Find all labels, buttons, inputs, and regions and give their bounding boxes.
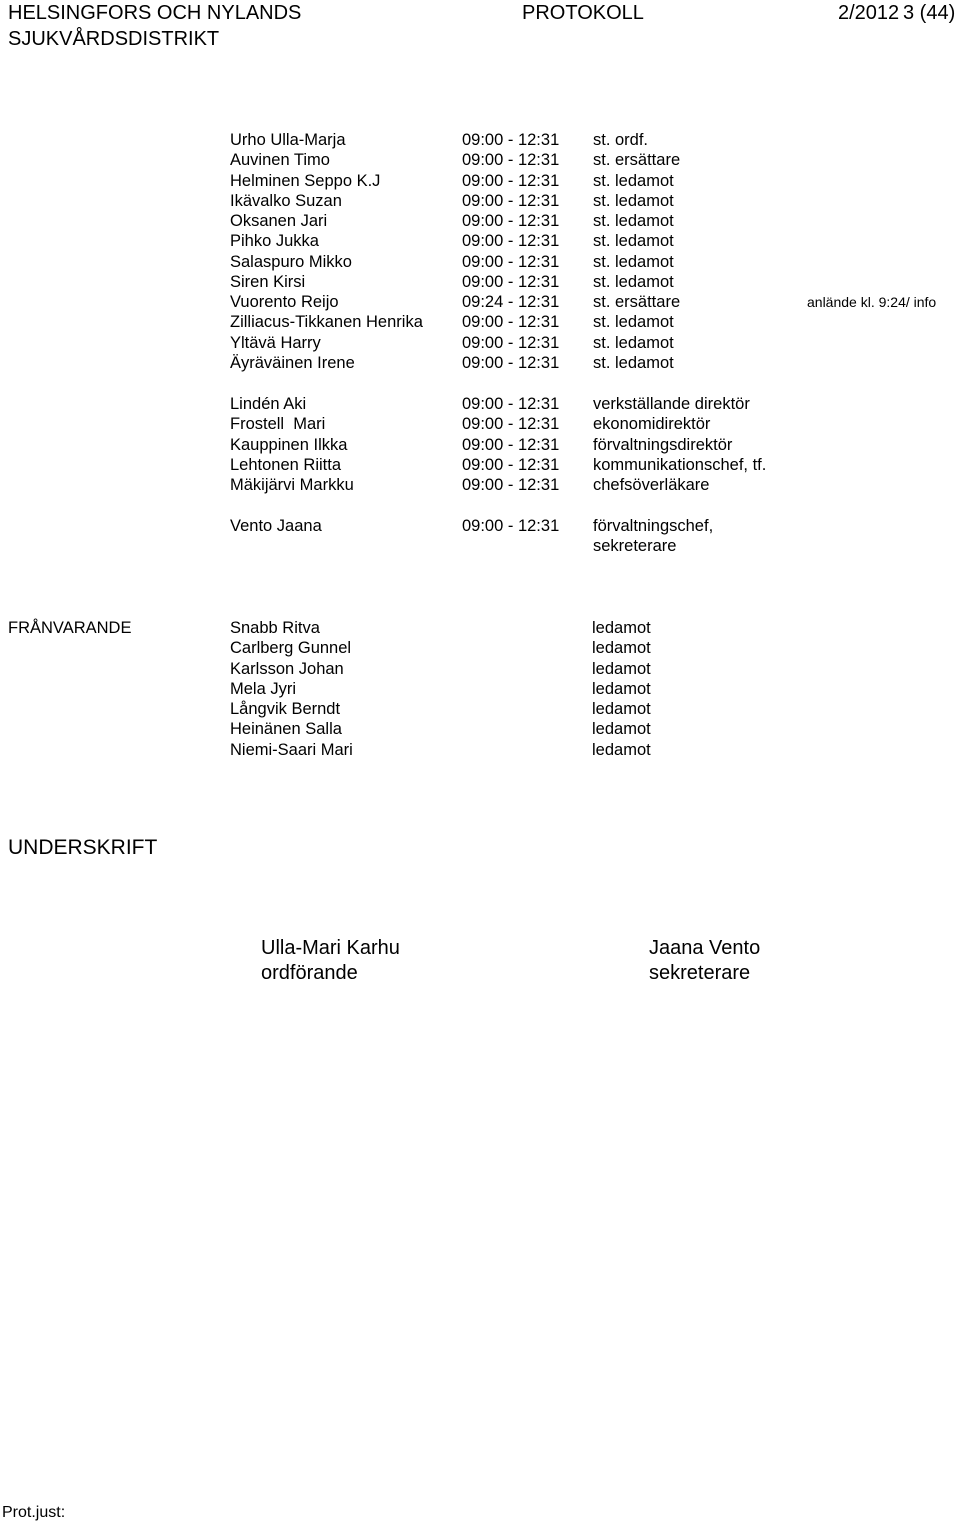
absent-row	[0, 719, 960, 739]
member-time: 09:00 - 12:31	[462, 272, 560, 291]
secretary-name: Vento Jaana	[230, 517, 322, 535]
absent-row	[0, 699, 960, 719]
member-name: Zilliacus-Tikkanen Henrika	[230, 313, 423, 332]
secretary-role-continued: sekreterare	[593, 537, 677, 556]
absent-row	[0, 740, 960, 760]
official-row	[0, 414, 960, 434]
absent-role: ledamot	[592, 700, 651, 718]
member-role: st. ledamot	[593, 272, 674, 291]
member-name: Salaspuro Mikko	[230, 252, 352, 271]
absent-name: Niemi-Saari Mari	[230, 740, 353, 759]
absent-role: ledamot	[592, 659, 651, 678]
official-role: verkställande direktör	[593, 395, 750, 413]
member-time: 09:00 - 12:31	[462, 131, 560, 149]
absent-name: Långvik Berndt	[230, 700, 341, 718]
absent-role: ledamot	[592, 619, 651, 637]
official-time: 09:00 - 12:31	[462, 476, 560, 494]
secretary-role: förvaltningschef,	[593, 517, 714, 535]
members-list	[0, 130, 960, 373]
member-row	[0, 231, 960, 251]
official-name: Lindén Aki	[230, 395, 307, 413]
official-name: Lehtonen Riitta	[230, 455, 341, 474]
official-role: ekonomidirektör	[593, 415, 711, 434]
official-name: Mäkijärvi Markku	[230, 476, 354, 494]
member-role: st. ersättare	[593, 151, 681, 170]
member-role: st. ledamot	[593, 353, 674, 372]
member-name: Siren Kirsi	[230, 272, 306, 291]
absent-role: ledamot	[592, 740, 651, 759]
member-time: 09:00 - 12:31	[462, 232, 560, 251]
absent-heading: FRÅNVARANDE	[8, 619, 132, 637]
secretary-entry	[0, 516, 960, 557]
absent-role: ledamot	[592, 679, 651, 698]
absent-name: Heinänen Salla	[230, 720, 342, 739]
signature-secretary-name: Jaana Vento	[649, 937, 761, 959]
member-row	[0, 130, 960, 150]
absent-name: Snabb Ritva	[230, 619, 320, 637]
secretary-time: 09:00 - 12:31	[462, 517, 560, 535]
signature-chair-name: Ulla-Mari Karhu	[261, 937, 400, 959]
member-role: st. ledamot	[593, 171, 674, 190]
member-name: Äyräväinen Irene	[230, 353, 355, 372]
member-row	[0, 150, 960, 170]
official-row	[0, 435, 960, 455]
official-role: kommunikationschef, tf.	[593, 455, 767, 474]
member-role: st. ledamot	[593, 313, 674, 332]
absent-name: Mela Jyri	[230, 679, 297, 698]
official-time: 09:00 - 12:31	[462, 395, 560, 413]
official-row	[0, 394, 960, 414]
officials-list	[0, 394, 960, 495]
signature-chair	[261, 936, 400, 986]
member-time: 09:00 - 12:31	[462, 191, 560, 210]
member-role: st. ledamot	[593, 191, 674, 210]
organization-name	[8, 0, 301, 52]
official-time: 09:00 - 12:31	[462, 455, 560, 474]
member-role: st. ledamot	[593, 252, 674, 271]
member-row	[0, 252, 960, 272]
secretary-row	[0, 516, 960, 536]
organization-line-1: HELSINGFORS OCH NYLANDS	[8, 2, 302, 24]
member-time: 09:00 - 12:31	[462, 353, 560, 372]
member-role: st. ledamot	[593, 333, 674, 352]
member-time: 09:00 - 12:31	[462, 171, 560, 190]
member-name: Yltävä Harry	[230, 333, 321, 352]
member-row	[0, 292, 960, 312]
member-role: st. ledamot	[593, 232, 674, 251]
protocol-number: 2/2012	[838, 2, 900, 24]
member-name: Ikävalko Suzan	[230, 191, 342, 210]
member-time: 09:00 - 12:31	[462, 151, 560, 170]
absent-role: ledamot	[592, 639, 651, 658]
member-row	[0, 353, 960, 373]
member-row	[0, 191, 960, 211]
member-time: 09:00 - 12:31	[462, 333, 560, 352]
member-name: Vuorento Reijo	[230, 293, 339, 311]
member-note: anlände kl. 9:24/ info	[807, 294, 937, 310]
absent-role: ledamot	[592, 720, 651, 739]
signatures-heading: UNDERSKRIFT	[8, 836, 158, 859]
absent-name: Karlsson Johan	[230, 659, 344, 678]
member-time: 09:00 - 12:31	[462, 252, 560, 271]
member-name: Pihko Jukka	[230, 232, 319, 251]
absent-row	[0, 659, 960, 679]
signature-secretary	[649, 936, 760, 986]
absent-list	[0, 618, 960, 760]
official-row	[0, 455, 960, 475]
member-name: Urho Ulla-Marja	[230, 131, 346, 149]
official-name: Kauppinen Ilkka	[230, 435, 348, 454]
absent-row	[0, 618, 960, 638]
member-row	[0, 333, 960, 353]
page-number: 3 (44)	[903, 2, 956, 24]
protocol-verification-label: Prot.just:	[2, 1504, 66, 1521]
official-time: 09:00 - 12:31	[462, 415, 560, 434]
member-role: st. ordf.	[593, 131, 649, 149]
signature-chair-title: ordförande	[261, 962, 358, 984]
official-role: förvaltningsdirektör	[593, 435, 733, 454]
official-time: 09:00 - 12:31	[462, 435, 560, 454]
member-name: Auvinen Timo	[230, 151, 330, 170]
signature-secretary-title: sekreterare	[649, 962, 751, 984]
member-name: Helminen Seppo K.J	[230, 171, 381, 190]
member-name: Oksanen Jari	[230, 212, 328, 230]
official-role: chefsöverläkare	[593, 476, 710, 494]
member-role: st. ersättare	[593, 293, 681, 311]
organization-line-2: SJUKVÅRDSDISTRIKT	[8, 28, 220, 50]
member-time: 09:00 - 12:31	[462, 313, 560, 332]
member-row	[0, 312, 960, 332]
member-row	[0, 171, 960, 191]
secretary-row-continued	[0, 536, 960, 556]
member-row	[0, 272, 960, 292]
member-role: st. ledamot	[593, 212, 674, 230]
member-time: 09:00 - 12:31	[462, 212, 560, 230]
absent-name: Carlberg Gunnel	[230, 639, 352, 658]
document-type: PROTOKOLL	[522, 2, 644, 24]
official-name: Frostell Mari	[230, 415, 326, 434]
absent-row	[0, 679, 960, 699]
official-row	[0, 475, 960, 495]
absent-row	[0, 638, 960, 658]
member-row	[0, 211, 960, 231]
member-time: 09:24 - 12:31	[462, 293, 560, 311]
